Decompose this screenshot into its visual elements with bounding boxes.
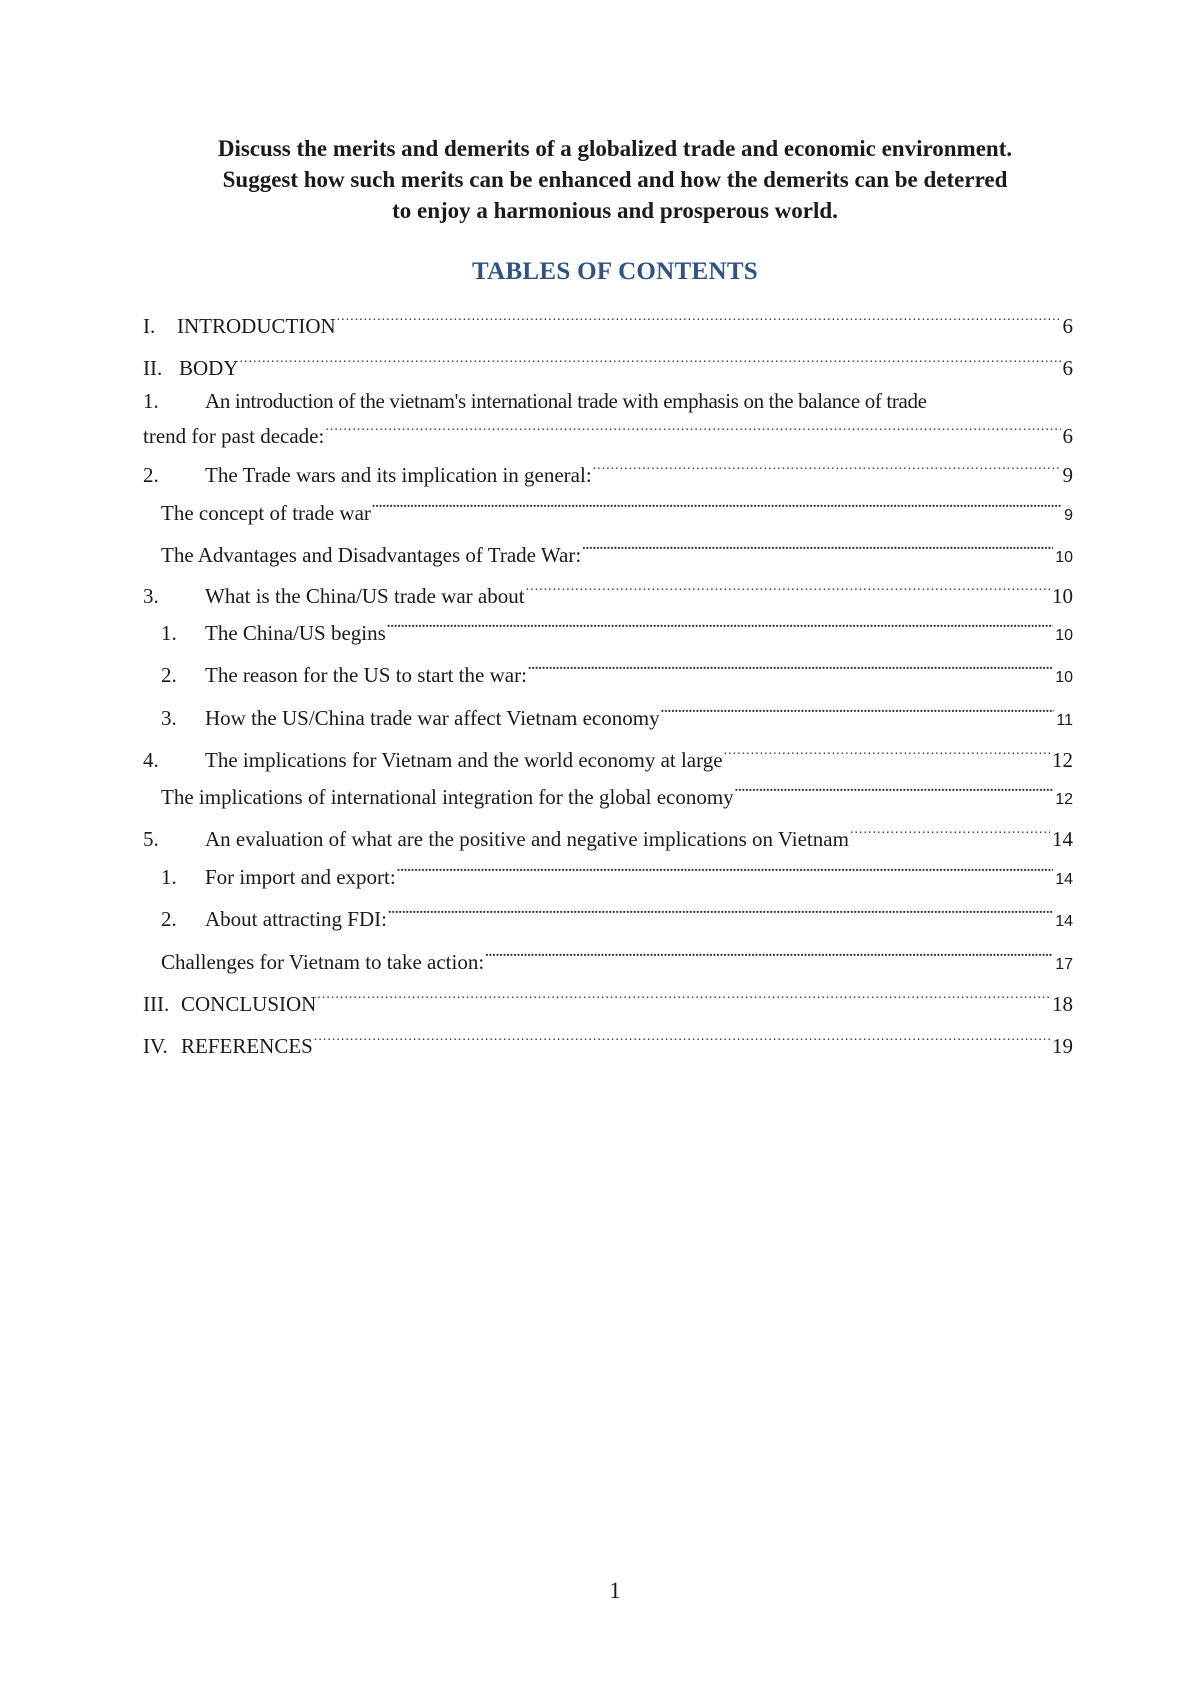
toc-entry-number: 1. <box>143 389 159 413</box>
toc-entry-label: Challenges for Vietnam to take action: <box>161 950 485 974</box>
toc-entry-body[interactable] <box>143 347 1073 382</box>
toc-entry-label: For import and export: <box>205 865 396 889</box>
toc-entry-page: 17 <box>1055 956 1073 973</box>
toc-leader-dots <box>526 575 1050 603</box>
toc-entry-label: The reason for the US to start the war: <box>205 663 527 687</box>
toc-leader-dots <box>850 818 1050 846</box>
toc-heading: TABLES OF CONTENTS <box>471 258 759 285</box>
toc-entry-page: 14 <box>1055 871 1073 888</box>
toc-leader-dots <box>387 612 1053 640</box>
toc-entry-china-us-begins[interactable] <box>161 612 1073 650</box>
toc-entry-label: The implications for Vietnam and the world economy at large <box>205 748 723 772</box>
toc-entry-label: About attracting FDI: <box>205 907 387 931</box>
toc-entry-page: 11 <box>1056 712 1073 729</box>
toc-entry-page: 9 <box>1064 507 1073 524</box>
toc-entry-number: 4. <box>143 748 159 772</box>
toc-entry-concept-trade-war[interactable] <box>161 492 1073 530</box>
toc-leader-dots <box>735 776 1054 804</box>
toc-entry-page: 14 <box>1052 827 1073 851</box>
toc-entry-page: 6 <box>1062 424 1073 448</box>
toc-entry-label: The concept of trade war <box>161 501 371 525</box>
toc-entry-trade-wars[interactable] <box>143 454 1073 489</box>
toc-entry-references[interactable] <box>143 1025 1073 1060</box>
title-line-3: to enjoy a harmonious and prosperous world. <box>392 198 838 223</box>
document-title <box>120 133 1110 226</box>
toc-entry-introduction[interactable] <box>143 305 1073 340</box>
toc-entry-number: 2. <box>161 663 177 687</box>
toc-entry-advantages-disadvantages[interactable] <box>161 534 1073 572</box>
toc-entry-reason-us-war[interactable] <box>161 654 1073 692</box>
toc-entry-label: The Advantages and Disadvantages of Trade War: <box>161 543 582 567</box>
toc-entry-page: 12 <box>1052 748 1073 772</box>
toc-entry-page: 10 <box>1055 669 1073 686</box>
toc-entry-page: 18 <box>1052 992 1073 1016</box>
toc-entry-page: 6 <box>1062 314 1073 338</box>
toc-entry-page: 10 <box>1052 584 1073 608</box>
toc-entry-page: 9 <box>1062 463 1073 487</box>
toc-entry-label-continued: trend for past decade: <box>143 424 325 448</box>
toc-leader-dots <box>485 941 1053 969</box>
toc-entry-label: An evaluation of what are the positive and negative implications on Vietnam <box>205 827 849 851</box>
toc-entry-label: The China/US begins <box>205 621 386 645</box>
toc-leader-dots <box>582 534 1053 562</box>
toc-leader-dots <box>528 654 1053 682</box>
toc-entry-label: INTRODUCTION <box>177 314 336 338</box>
toc-entry-label: BODY <box>179 356 239 380</box>
toc-leader-dots <box>372 492 1062 520</box>
toc-entry-challenges-vietnam[interactable] <box>161 941 1073 979</box>
toc-entry-number: 3. <box>143 584 159 608</box>
toc-entry-international-integration[interactable] <box>161 776 1073 814</box>
toc-entry-label: The implications of international integration for the global economy <box>161 785 734 809</box>
page-number: 1 <box>609 1578 621 1603</box>
title-line-1: Discuss the merits and demerits of a globalized trade and economic environment. <box>217 136 1013 161</box>
toc-entry-evaluation-implications[interactable] <box>143 818 1073 853</box>
toc-entry-page: 14 <box>1055 913 1073 930</box>
toc-leader-dots <box>325 415 1060 443</box>
toc-leader-dots <box>337 305 1061 333</box>
toc-entry-page: 10 <box>1055 627 1073 644</box>
toc-leader-dots <box>317 983 1050 1011</box>
toc-entry-page: 12 <box>1055 791 1073 808</box>
toc-entry-number: 1. <box>161 621 177 645</box>
toc-leader-dots <box>388 898 1053 926</box>
toc-entry-china-us-trade-war[interactable] <box>143 575 1073 610</box>
toc-entry-conclusion[interactable] <box>143 983 1073 1018</box>
toc-leader-dots <box>661 697 1055 725</box>
toc-entry-number: III. <box>143 992 170 1016</box>
toc-leader-dots <box>397 856 1053 884</box>
toc-entry-number: 1. <box>161 865 177 889</box>
toc-entry-number: 5. <box>143 827 159 851</box>
toc-entry-label: An introduction of the vietnam's international trade with emphasis on the balance of trade <box>205 389 927 413</box>
toc-entry-number: II. <box>143 356 163 380</box>
toc-leader-dots <box>314 1025 1050 1053</box>
toc-entry-page: 19 <box>1052 1034 1073 1058</box>
title-line-2: Suggest how such merits can be enhanced and how the demerits can be deterred <box>222 167 1008 192</box>
toc-entry-page: 10 <box>1055 549 1073 566</box>
toc-entry-number: 2. <box>161 907 177 931</box>
toc-entry-number: IV. <box>143 1034 168 1058</box>
toc-entry-number: I. <box>143 314 156 338</box>
toc-entry-label: What is the China/US trade war about <box>205 584 525 608</box>
toc-entry-implications-vietnam-world[interactable] <box>143 739 1073 774</box>
toc-entry-number: 2. <box>143 463 159 487</box>
toc-entry-number: 3. <box>161 706 177 730</box>
toc-entry-vietnam-economy-effect[interactable] <box>161 697 1073 735</box>
toc-leader-dots <box>240 347 1061 375</box>
toc-entry-page: 6 <box>1062 356 1073 380</box>
toc-entry-label: REFERENCES <box>181 1034 313 1058</box>
toc-leader-dots <box>593 454 1061 482</box>
toc-entry-vietnam-trade[interactable] <box>143 387 1073 450</box>
toc-entry-label: The Trade wars and its implication in general: <box>205 463 592 487</box>
toc-entry-label: CONCLUSION <box>181 992 317 1016</box>
toc-entry-attracting-fdi[interactable] <box>161 898 1073 936</box>
toc-leader-dots <box>724 739 1050 767</box>
toc-entry-label: How the US/China trade war affect Vietnam economy <box>205 706 660 730</box>
toc-entry-import-export[interactable] <box>161 856 1073 894</box>
